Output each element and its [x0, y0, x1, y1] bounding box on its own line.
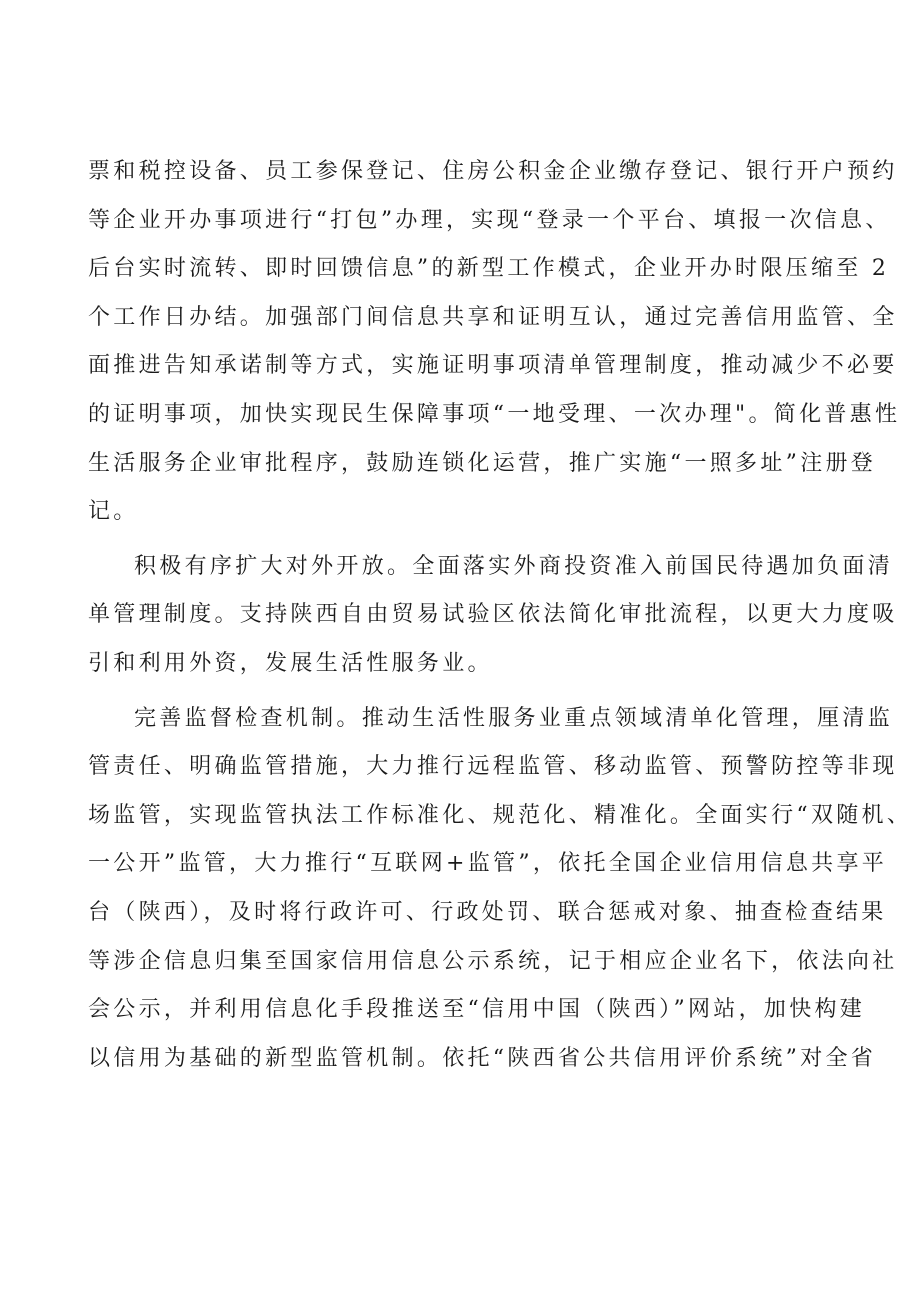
text-line: 积极有序扩大对外开放。全面落实外商投资准入前国民待遇加负面清	[134, 553, 894, 579]
text-line: 面推进告知承诺制等方式，实施证明事项清单管理制度，推动减少不必要	[88, 353, 898, 379]
text-line: 管责任、明确监管措施，大力推行远程监管、移动监管、预警防控等非现	[88, 754, 898, 780]
text-line: 完善监督检查机制。推动生活性服务业重点领域清单化管理，厘清监	[134, 705, 894, 731]
text-line: 以信用为基础的新型监管机制。依托“陕西省公共信用评价系统”对全省	[88, 1045, 877, 1071]
text-line: 记。	[88, 499, 139, 525]
paragraph-1	[88, 148, 901, 537]
document-body	[88, 148, 913, 1083]
text-line: 等企业开办事项进行“打包”办理，实现“登录一个平台、填报一次信息、	[88, 207, 891, 233]
text-line: 引和利用外资，发展生活性服务业。	[88, 650, 493, 676]
text-line: 一公开”监管，大力推行“互联网+监管”，依托全国企业信用信息共享平	[88, 851, 888, 877]
paragraph-3	[88, 695, 913, 1084]
text-line: 单管理制度。支持陕西自由贸易试验区依法简化审批流程，以更大力度吸	[88, 602, 898, 628]
text-line: 会公示，并利用信息化手段推送至“信用中国（陕西）”网站，加快构建	[88, 997, 866, 1023]
paragraph-2	[88, 543, 898, 689]
text-line: 生活服务企业审批程序，鼓励连锁化运营，推广实施“一照多址”注册登	[88, 450, 877, 476]
text-line: 台（陕西），及时将行政许可、行政处罚、联合惩戒对象、抽查检查结果	[88, 899, 887, 925]
text-line: 个工作日办结。加强部门间信息共享和证明互认，通过完善信用监管、全	[88, 304, 898, 330]
text-line: 后台实时流转、即时回馈信息”的新型工作模式，企业开办时限压缩至 2	[88, 256, 890, 282]
text-line: 票和税控设备、员工参保登记、住房公积金企业缴存登记、银行开户预约	[88, 159, 898, 184]
text-line: 等涉企信息归集至国家信用信息公示系统，记于相应企业名下，依法向社	[88, 948, 898, 974]
text-line: 的证明事项，加快实现民生保障事项“一地受理、一次办理"。简化普惠性	[88, 401, 901, 427]
text-line: 场监管，实现监管执法工作标准化、规范化、精准化。全面实行“双随机、	[88, 802, 913, 828]
